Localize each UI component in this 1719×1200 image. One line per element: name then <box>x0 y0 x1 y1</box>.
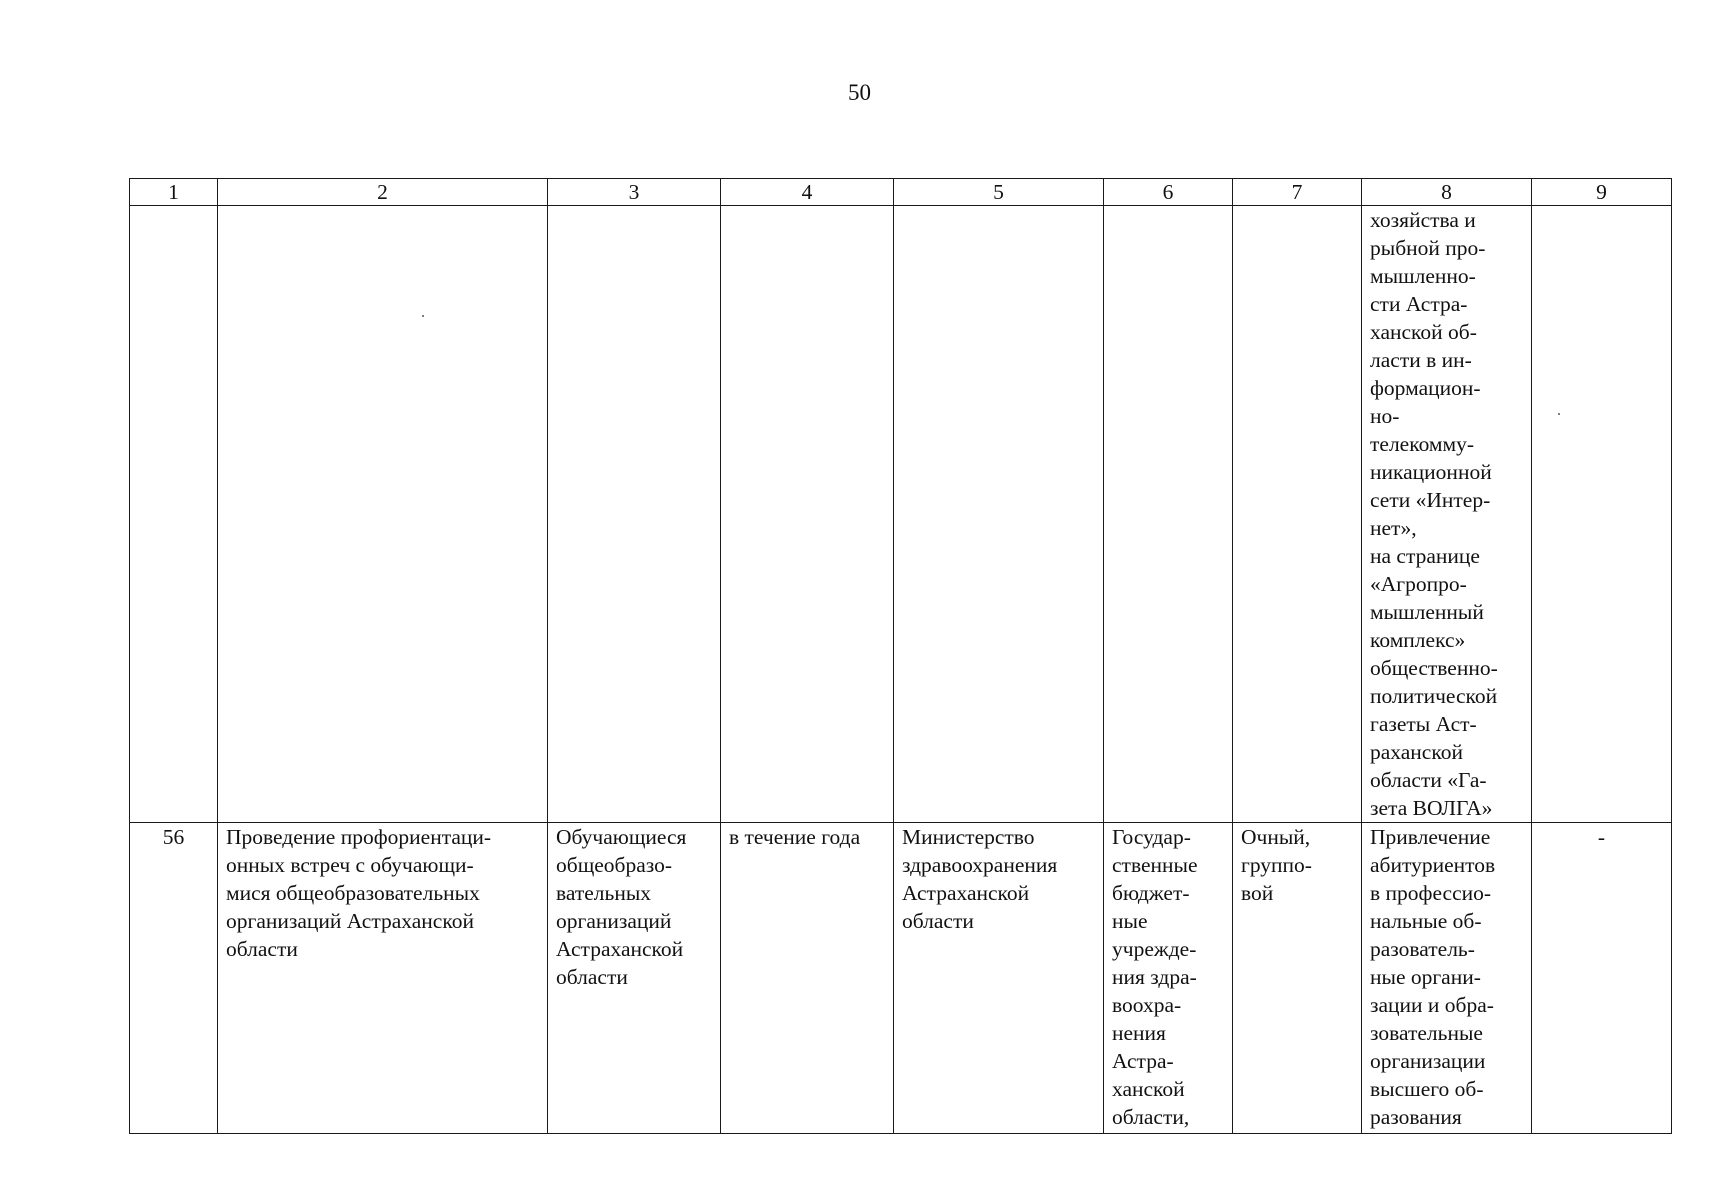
cell-empty <box>1233 206 1362 823</box>
cell-event <box>218 823 548 1134</box>
period-text: в течение года <box>729 825 861 849</box>
header-col-4: 4 <box>721 179 894 206</box>
cell-responsible <box>894 823 1104 1134</box>
page-number: 50 <box>848 80 871 105</box>
header-col-8: 8 <box>1362 179 1532 206</box>
note-text: - <box>1597 825 1606 849</box>
header-col-2: 2 <box>218 179 548 206</box>
header-col-1: 1 <box>130 179 218 206</box>
header-row <box>130 179 1672 206</box>
cell-participants <box>548 823 721 1134</box>
result-text: Привлечение абитуриентов в профессио- нальные об- разователь- ные органи- зации и обра- зовательные организации высшего об- разования <box>1370 825 1496 1129</box>
table-row-continuation <box>130 206 1672 823</box>
responsible-text: Министерство здравоохранения Астраханской области <box>902 825 1058 933</box>
table-row-56 <box>130 823 1672 1134</box>
cell-result-continuation <box>1362 206 1532 823</box>
header-col-9: 9 <box>1532 179 1672 206</box>
cell-empty <box>548 206 721 823</box>
cell-period <box>721 823 894 1134</box>
cell-note <box>1532 823 1672 1134</box>
activities-table <box>129 178 1672 1134</box>
participants-text: Обучающиеся общеобразо- вательных организаций Астраханской области <box>556 825 687 989</box>
header-col-3: 3 <box>548 179 721 206</box>
cell-empty <box>894 206 1104 823</box>
cell-result <box>1362 823 1532 1134</box>
cell-co-executors <box>1104 823 1233 1134</box>
cell-empty <box>1532 206 1672 823</box>
cell-empty <box>721 206 894 823</box>
row-number: 56 <box>162 825 185 849</box>
format-text: Очный, группо- вой <box>1241 825 1312 905</box>
cell-empty <box>1104 206 1233 823</box>
header-col-5: 5 <box>894 179 1104 206</box>
cell-number <box>130 823 218 1134</box>
header-col-7: 7 <box>1233 179 1362 206</box>
cell-format <box>1233 823 1362 1134</box>
cell-empty <box>218 206 548 823</box>
result-continuation-text: хозяйства и рыбной про- мышленно- сти Астра- ханской об- ласти в ин- формацион- но- телекомму- никационной сети «Интер- нет», на странице «Агропро- мышленный комплекс» общественно- политической газеты Аст- раханской области «Га- зета ВОЛГА» <box>1370 208 1498 820</box>
header-col-6: 6 <box>1104 179 1233 206</box>
cell-empty <box>130 206 218 823</box>
event-text: Проведение профориентаци- онных встреч с обучающи- мися общеобразовательных организаций Астраханской области <box>226 825 492 961</box>
co-executors-text: Государ- ственные бюджет- ные учрежде- ния здра- воохра- нения Астра- ханской области, <box>1112 825 1198 1129</box>
